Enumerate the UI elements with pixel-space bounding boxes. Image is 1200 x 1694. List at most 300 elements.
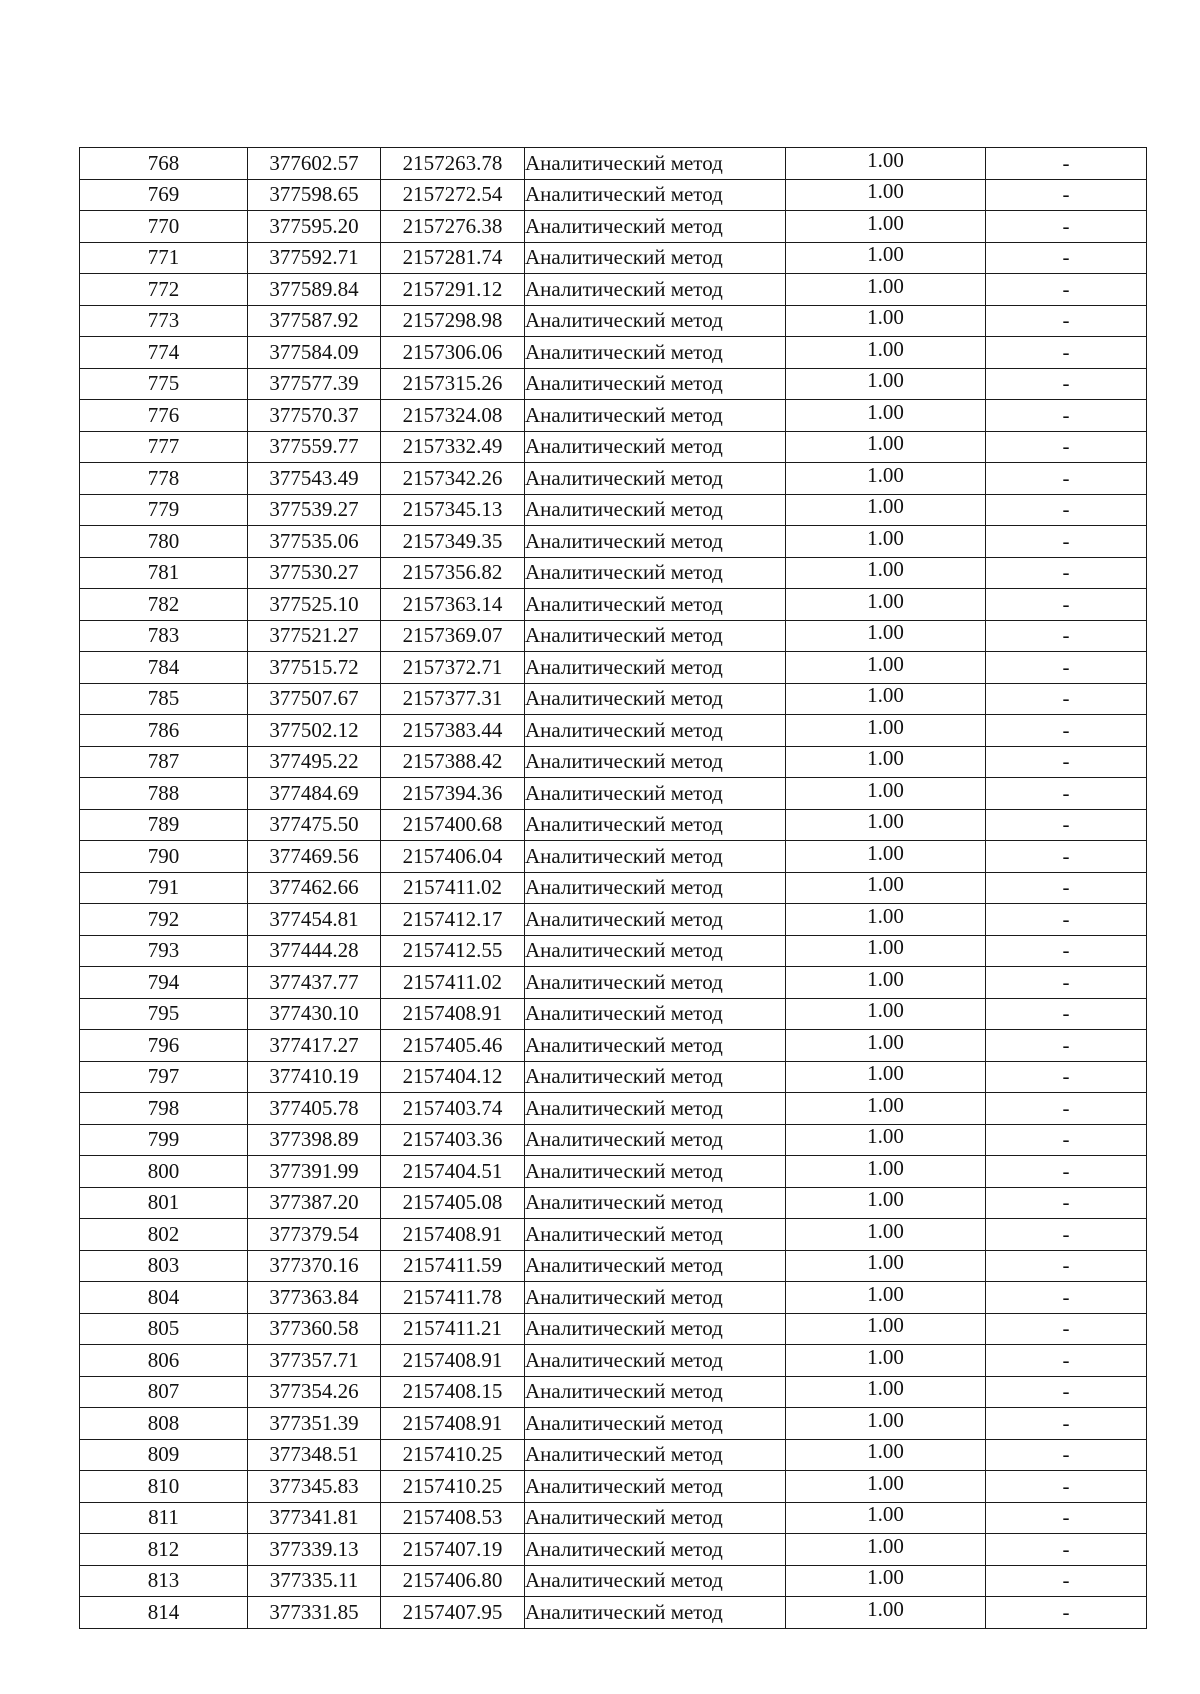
x-coordinate-cell: 377405.78 [248, 1093, 381, 1125]
accuracy-value: 1.00 [867, 966, 904, 991]
method-cell: Аналитический метод [525, 274, 786, 306]
accuracy-cell [786, 1597, 986, 1629]
accuracy-cell [786, 1282, 986, 1314]
table-row [80, 998, 1147, 1030]
accuracy-value: 1.00 [867, 903, 904, 928]
accuracy-value: 1.00 [867, 368, 904, 393]
point-number-cell: 773 [80, 305, 248, 337]
accuracy-value: 1.00 [867, 1407, 904, 1432]
note-cell: - [986, 557, 1147, 589]
note-cell: - [986, 1597, 1147, 1629]
x-coordinate-cell: 377462.66 [248, 872, 381, 904]
y-coordinate-cell: 2157408.91 [381, 1345, 525, 1377]
point-number-cell: 792 [80, 904, 248, 936]
x-coordinate-cell: 377521.27 [248, 620, 381, 652]
y-coordinate-cell: 2157403.36 [381, 1124, 525, 1156]
accuracy-cell [786, 620, 986, 652]
note-cell: - [986, 872, 1147, 904]
accuracy-cell [786, 1534, 986, 1566]
point-number-cell: 799 [80, 1124, 248, 1156]
accuracy-cell [786, 841, 986, 873]
method-cell: Аналитический метод [525, 1250, 786, 1282]
method-cell: Аналитический метод [525, 778, 786, 810]
y-coordinate-cell: 2157324.08 [381, 400, 525, 432]
table-row [80, 1597, 1147, 1629]
accuracy-cell [786, 1376, 986, 1408]
y-coordinate-cell: 2157408.15 [381, 1376, 525, 1408]
table-row [80, 1219, 1147, 1251]
point-number-cell: 788 [80, 778, 248, 810]
table-row [80, 620, 1147, 652]
accuracy-cell [786, 1250, 986, 1282]
table-row [80, 1313, 1147, 1345]
point-number-cell: 786 [80, 715, 248, 747]
accuracy-value: 1.00 [867, 1218, 904, 1243]
table-row [80, 337, 1147, 369]
y-coordinate-cell: 2157342.26 [381, 463, 525, 495]
point-number-cell: 797 [80, 1061, 248, 1093]
note-cell: - [986, 652, 1147, 684]
table-row [80, 1471, 1147, 1503]
x-coordinate-cell: 377525.10 [248, 589, 381, 621]
accuracy-value: 1.00 [867, 935, 904, 960]
x-coordinate-cell: 377351.39 [248, 1408, 381, 1440]
x-coordinate-cell: 377444.28 [248, 935, 381, 967]
note-cell: - [986, 1502, 1147, 1534]
x-coordinate-cell: 377339.13 [248, 1534, 381, 1566]
x-coordinate-cell: 377515.72 [248, 652, 381, 684]
point-number-cell: 811 [80, 1502, 248, 1534]
method-cell: Аналитический метод [525, 557, 786, 589]
accuracy-value: 1.00 [867, 273, 904, 298]
note-cell: - [986, 337, 1147, 369]
y-coordinate-cell: 2157272.54 [381, 179, 525, 211]
accuracy-value: 1.00 [867, 1470, 904, 1495]
point-number-cell: 789 [80, 809, 248, 841]
note-cell: - [986, 998, 1147, 1030]
note-cell: - [986, 431, 1147, 463]
accuracy-cell [786, 494, 986, 526]
accuracy-value: 1.00 [867, 525, 904, 550]
table-row [80, 715, 1147, 747]
method-cell: Аналитический метод [525, 1408, 786, 1440]
method-cell: Аналитический метод [525, 1061, 786, 1093]
method-cell: Аналитический метод [525, 809, 786, 841]
accuracy-cell [786, 274, 986, 306]
x-coordinate-cell: 377363.84 [248, 1282, 381, 1314]
point-number-cell: 802 [80, 1219, 248, 1251]
x-coordinate-cell: 377345.83 [248, 1471, 381, 1503]
method-cell: Аналитический метод [525, 1376, 786, 1408]
point-number-cell: 801 [80, 1187, 248, 1219]
accuracy-cell [786, 526, 986, 558]
note-cell: - [986, 1534, 1147, 1566]
accuracy-value: 1.00 [867, 1250, 904, 1275]
accuracy-value: 1.00 [867, 651, 904, 676]
accuracy-cell [786, 337, 986, 369]
y-coordinate-cell: 2157356.82 [381, 557, 525, 589]
y-coordinate-cell: 2157411.02 [381, 967, 525, 999]
method-cell: Аналитический метод [525, 463, 786, 495]
note-cell: - [986, 1156, 1147, 1188]
y-coordinate-cell: 2157291.12 [381, 274, 525, 306]
x-coordinate-cell: 377331.85 [248, 1597, 381, 1629]
method-cell: Аналитический метод [525, 904, 786, 936]
accuracy-value: 1.00 [867, 462, 904, 487]
method-cell: Аналитический метод [525, 841, 786, 873]
x-coordinate-cell: 377577.39 [248, 368, 381, 400]
point-number-cell: 777 [80, 431, 248, 463]
accuracy-cell [786, 1439, 986, 1471]
note-cell: - [986, 1345, 1147, 1377]
note-cell: - [986, 1030, 1147, 1062]
note-cell: - [986, 1565, 1147, 1597]
method-cell: Аналитический метод [525, 305, 786, 337]
y-coordinate-cell: 2157345.13 [381, 494, 525, 526]
point-number-cell: 781 [80, 557, 248, 589]
y-coordinate-cell: 2157400.68 [381, 809, 525, 841]
x-coordinate-cell: 377570.37 [248, 400, 381, 432]
point-number-cell: 787 [80, 746, 248, 778]
x-coordinate-cell: 377535.06 [248, 526, 381, 558]
x-coordinate-cell: 377360.58 [248, 1313, 381, 1345]
point-number-cell: 813 [80, 1565, 248, 1597]
table-row [80, 1565, 1147, 1597]
x-coordinate-cell: 377589.84 [248, 274, 381, 306]
table-row [80, 1093, 1147, 1125]
accuracy-cell [786, 305, 986, 337]
x-coordinate-cell: 377454.81 [248, 904, 381, 936]
accuracy-cell [786, 431, 986, 463]
note-cell: - [986, 620, 1147, 652]
method-cell: Аналитический метод [525, 337, 786, 369]
method-cell: Аналитический метод [525, 1313, 786, 1345]
point-number-cell: 770 [80, 211, 248, 243]
accuracy-value: 1.00 [867, 147, 904, 172]
accuracy-value: 1.00 [867, 840, 904, 865]
y-coordinate-cell: 2157372.71 [381, 652, 525, 684]
note-cell: - [986, 746, 1147, 778]
point-number-cell: 793 [80, 935, 248, 967]
note-cell: - [986, 1439, 1147, 1471]
accuracy-cell [786, 179, 986, 211]
table-row [80, 463, 1147, 495]
method-cell: Аналитический метод [525, 1156, 786, 1188]
accuracy-value: 1.00 [867, 1281, 904, 1306]
method-cell: Аналитический метод [525, 368, 786, 400]
method-cell: Аналитический метод [525, 1093, 786, 1125]
point-number-cell: 785 [80, 683, 248, 715]
x-coordinate-cell: 377598.65 [248, 179, 381, 211]
y-coordinate-cell: 2157276.38 [381, 211, 525, 243]
accuracy-cell [786, 809, 986, 841]
table-row [80, 1345, 1147, 1377]
method-cell: Аналитический метод [525, 1471, 786, 1503]
note-cell: - [986, 1282, 1147, 1314]
y-coordinate-cell: 2157403.74 [381, 1093, 525, 1125]
y-coordinate-cell: 2157383.44 [381, 715, 525, 747]
y-coordinate-cell: 2157404.12 [381, 1061, 525, 1093]
point-number-cell: 807 [80, 1376, 248, 1408]
accuracy-value: 1.00 [867, 1502, 904, 1527]
table-row [80, 746, 1147, 778]
method-cell: Аналитический метод [525, 1534, 786, 1566]
x-coordinate-cell: 377530.27 [248, 557, 381, 589]
point-number-cell: 768 [80, 148, 248, 180]
table-row [80, 400, 1147, 432]
x-coordinate-cell: 377602.57 [248, 148, 381, 180]
note-cell: - [986, 1313, 1147, 1345]
method-cell: Аналитический метод [525, 211, 786, 243]
method-cell: Аналитический метод [525, 1124, 786, 1156]
x-coordinate-cell: 377417.27 [248, 1030, 381, 1062]
note-cell: - [986, 368, 1147, 400]
accuracy-value: 1.00 [867, 431, 904, 456]
table-row [80, 778, 1147, 810]
table-row [80, 494, 1147, 526]
y-coordinate-cell: 2157411.59 [381, 1250, 525, 1282]
note-cell: - [986, 1219, 1147, 1251]
x-coordinate-cell: 377391.99 [248, 1156, 381, 1188]
accuracy-cell [786, 1093, 986, 1125]
y-coordinate-cell: 2157298.98 [381, 305, 525, 337]
y-coordinate-cell: 2157411.21 [381, 1313, 525, 1345]
point-number-cell: 795 [80, 998, 248, 1030]
note-cell: - [986, 526, 1147, 558]
y-coordinate-cell: 2157363.14 [381, 589, 525, 621]
accuracy-cell [786, 1124, 986, 1156]
point-number-cell: 783 [80, 620, 248, 652]
point-number-cell: 810 [80, 1471, 248, 1503]
y-coordinate-cell: 2157306.06 [381, 337, 525, 369]
accuracy-cell [786, 746, 986, 778]
y-coordinate-cell: 2157410.25 [381, 1439, 525, 1471]
accuracy-value: 1.00 [867, 557, 904, 582]
x-coordinate-cell: 377592.71 [248, 242, 381, 274]
note-cell: - [986, 967, 1147, 999]
accuracy-cell [786, 1502, 986, 1534]
accuracy-value: 1.00 [867, 714, 904, 739]
x-coordinate-cell: 377584.09 [248, 337, 381, 369]
note-cell: - [986, 1093, 1147, 1125]
method-cell: Аналитический метод [525, 967, 786, 999]
y-coordinate-cell: 2157281.74 [381, 242, 525, 274]
point-number-cell: 782 [80, 589, 248, 621]
accuracy-cell [786, 400, 986, 432]
accuracy-cell [786, 1471, 986, 1503]
accuracy-value: 1.00 [867, 809, 904, 834]
accuracy-value: 1.00 [867, 1565, 904, 1590]
x-coordinate-cell: 377430.10 [248, 998, 381, 1030]
accuracy-cell [786, 211, 986, 243]
method-cell: Аналитический метод [525, 1282, 786, 1314]
coordinates-table [79, 147, 1147, 1629]
note-cell: - [986, 400, 1147, 432]
table-row [80, 148, 1147, 180]
accuracy-cell [786, 148, 986, 180]
method-cell: Аналитический метод [525, 148, 786, 180]
x-coordinate-cell: 377410.19 [248, 1061, 381, 1093]
accuracy-value: 1.00 [867, 620, 904, 645]
method-cell: Аналитический метод [525, 715, 786, 747]
accuracy-cell [786, 1345, 986, 1377]
accuracy-value: 1.00 [867, 746, 904, 771]
y-coordinate-cell: 2157406.04 [381, 841, 525, 873]
accuracy-value: 1.00 [867, 1061, 904, 1086]
y-coordinate-cell: 2157408.91 [381, 1219, 525, 1251]
accuracy-value: 1.00 [867, 998, 904, 1023]
accuracy-cell [786, 1030, 986, 1062]
accuracy-cell [786, 967, 986, 999]
accuracy-value: 1.00 [867, 179, 904, 204]
point-number-cell: 769 [80, 179, 248, 211]
method-cell: Аналитический метод [525, 1219, 786, 1251]
accuracy-cell [786, 1061, 986, 1093]
note-cell: - [986, 494, 1147, 526]
method-cell: Аналитический метод [525, 620, 786, 652]
table-row [80, 1439, 1147, 1471]
x-coordinate-cell: 377543.49 [248, 463, 381, 495]
table-row [80, 841, 1147, 873]
note-cell: - [986, 305, 1147, 337]
accuracy-cell [786, 368, 986, 400]
note-cell: - [986, 1061, 1147, 1093]
point-number-cell: 814 [80, 1597, 248, 1629]
y-coordinate-cell: 2157408.91 [381, 1408, 525, 1440]
y-coordinate-cell: 2157315.26 [381, 368, 525, 400]
method-cell: Аналитический метод [525, 494, 786, 526]
accuracy-cell [786, 463, 986, 495]
table-row [80, 1282, 1147, 1314]
y-coordinate-cell: 2157411.02 [381, 872, 525, 904]
y-coordinate-cell: 2157410.25 [381, 1471, 525, 1503]
method-cell: Аналитический метод [525, 683, 786, 715]
table-row [80, 242, 1147, 274]
accuracy-value: 1.00 [867, 336, 904, 361]
accuracy-cell [786, 1313, 986, 1345]
y-coordinate-cell: 2157412.55 [381, 935, 525, 967]
method-cell: Аналитический метод [525, 1565, 786, 1597]
y-coordinate-cell: 2157406.80 [381, 1565, 525, 1597]
y-coordinate-cell: 2157405.46 [381, 1030, 525, 1062]
method-cell: Аналитический метод [525, 1345, 786, 1377]
x-coordinate-cell: 377507.67 [248, 683, 381, 715]
table-row [80, 809, 1147, 841]
note-cell: - [986, 463, 1147, 495]
accuracy-cell [786, 1219, 986, 1251]
point-number-cell: 803 [80, 1250, 248, 1282]
x-coordinate-cell: 377398.89 [248, 1124, 381, 1156]
table-row [80, 683, 1147, 715]
point-number-cell: 771 [80, 242, 248, 274]
table-row [80, 1408, 1147, 1440]
x-coordinate-cell: 377495.22 [248, 746, 381, 778]
method-cell: Аналитический метод [525, 746, 786, 778]
accuracy-value: 1.00 [867, 1344, 904, 1369]
point-number-cell: 774 [80, 337, 248, 369]
accuracy-value: 1.00 [867, 1092, 904, 1117]
accuracy-cell [786, 778, 986, 810]
y-coordinate-cell: 2157405.08 [381, 1187, 525, 1219]
x-coordinate-cell: 377370.16 [248, 1250, 381, 1282]
accuracy-value: 1.00 [867, 1155, 904, 1180]
method-cell: Аналитический метод [525, 589, 786, 621]
note-cell: - [986, 683, 1147, 715]
method-cell: Аналитический метод [525, 935, 786, 967]
accuracy-value: 1.00 [867, 494, 904, 519]
note-cell: - [986, 274, 1147, 306]
y-coordinate-cell: 2157394.36 [381, 778, 525, 810]
x-coordinate-cell: 377484.69 [248, 778, 381, 810]
x-coordinate-cell: 377341.81 [248, 1502, 381, 1534]
point-number-cell: 772 [80, 274, 248, 306]
accuracy-cell [786, 904, 986, 936]
accuracy-value: 1.00 [867, 305, 904, 330]
x-coordinate-cell: 377539.27 [248, 494, 381, 526]
point-number-cell: 794 [80, 967, 248, 999]
y-coordinate-cell: 2157388.42 [381, 746, 525, 778]
table-row [80, 431, 1147, 463]
accuracy-value: 1.00 [867, 1376, 904, 1401]
x-coordinate-cell: 377379.54 [248, 1219, 381, 1251]
point-number-cell: 790 [80, 841, 248, 873]
method-cell: Аналитический метод [525, 1439, 786, 1471]
point-number-cell: 775 [80, 368, 248, 400]
method-cell: Аналитический метод [525, 1187, 786, 1219]
table-row [80, 274, 1147, 306]
point-number-cell: 778 [80, 463, 248, 495]
table-row [80, 557, 1147, 589]
accuracy-cell [786, 652, 986, 684]
note-cell: - [986, 1187, 1147, 1219]
x-coordinate-cell: 377348.51 [248, 1439, 381, 1471]
table-row [80, 1250, 1147, 1282]
method-cell: Аналитический метод [525, 1597, 786, 1629]
point-number-cell: 779 [80, 494, 248, 526]
y-coordinate-cell: 2157332.49 [381, 431, 525, 463]
point-number-cell: 780 [80, 526, 248, 558]
accuracy-value: 1.00 [867, 210, 904, 235]
point-number-cell: 791 [80, 872, 248, 904]
method-cell: Аналитический метод [525, 179, 786, 211]
note-cell: - [986, 1408, 1147, 1440]
note-cell: - [986, 809, 1147, 841]
x-coordinate-cell: 377587.92 [248, 305, 381, 337]
table-row [80, 1030, 1147, 1062]
y-coordinate-cell: 2157411.78 [381, 1282, 525, 1314]
note-cell: - [986, 841, 1147, 873]
method-cell: Аналитический метод [525, 652, 786, 684]
accuracy-cell [786, 715, 986, 747]
accuracy-value: 1.00 [867, 1533, 904, 1558]
accuracy-value: 1.00 [867, 1029, 904, 1054]
note-cell: - [986, 715, 1147, 747]
table-row [80, 589, 1147, 621]
table-row [80, 872, 1147, 904]
x-coordinate-cell: 377437.77 [248, 967, 381, 999]
note-cell: - [986, 1250, 1147, 1282]
y-coordinate-cell: 2157408.53 [381, 1502, 525, 1534]
point-number-cell: 800 [80, 1156, 248, 1188]
x-coordinate-cell: 377502.12 [248, 715, 381, 747]
coordinates-table-body [80, 148, 1147, 1629]
y-coordinate-cell: 2157407.95 [381, 1597, 525, 1629]
point-number-cell: 808 [80, 1408, 248, 1440]
accuracy-cell [786, 998, 986, 1030]
point-number-cell: 809 [80, 1439, 248, 1471]
table-row [80, 368, 1147, 400]
note-cell: - [986, 904, 1147, 936]
